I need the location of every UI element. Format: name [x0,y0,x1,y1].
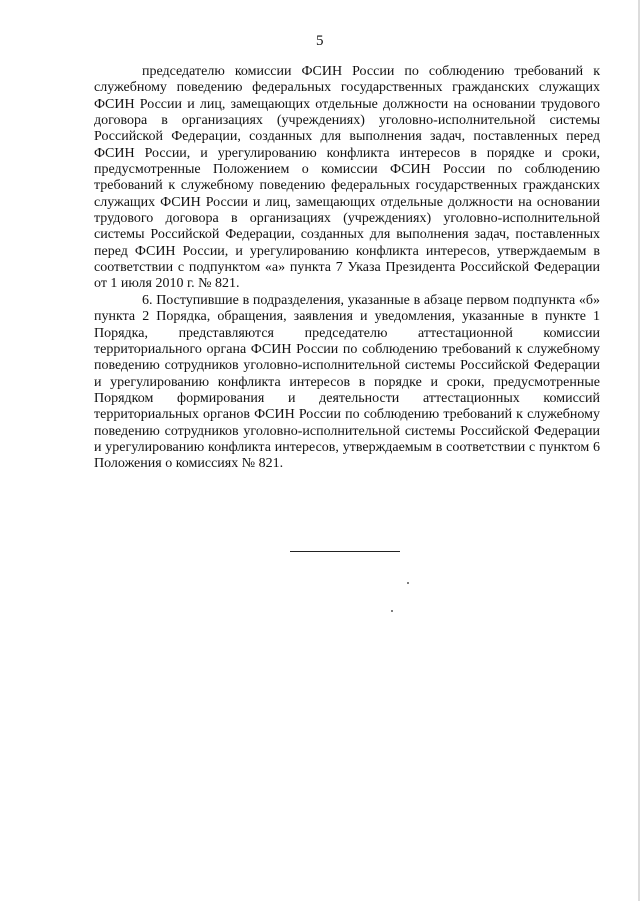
paragraph-item-6: 6. Поступившие в подразделения, указанные в абзаце первом подпункта «б» пункта 2 Порядка, обращения, заявления и уведомления, указанные в пункте 1 Порядка, представляются председателю аттестационной комиссии территориального органа ФСИН России по соблюдению требований к служебному поведению сотрудников уголовно-исполнительной системы Российской Федерации и урегулированию конфликта интересов в порядке и сроки, предусмотренные Порядком формирования и деятельности аттестационных комиссий территориальных органов ФСИН России по соблюдению требований к служебному поведению сотрудников уголовно-исполнительной системы Российской Федерации и урегулированию конфликта интересов, утверждаемым в соответствии с пунктом 6 Положения о комиссиях № 821. [94,292,600,472]
paragraph-continuation: председателю комиссии ФСИН России по соблюдению требований к служебному поведению федеральных государственных гражданских служащих ФСИН России и лиц, замещающих отдельные должности на основании трудового договора в организациях (учреждениях) уголовно-исполнительной системы Российской Федерации, созданных для выполнения задач, поставленных перед ФСИН России, и урегулированию конфликта интересов в порядке и сроки, предусмотренные Положением о комиссии ФСИН России по соблюдению требований к служебному поведению федеральных государственных гражданских служащих ФСИН России и лиц, замещающих отдельные должности на основании трудового договора в организациях (учреждениях) уголовно-исполнительной системы Российской Федерации, созданных для выполнения задач, поставленных перед ФСИН России, и урегулированию конфликта интересов, утверждаемым в соответствии с подпунктом «а» пункта 7 Указа Президента Российской Федерации от 1 июля 2010 г. № 821. [94,64,600,292]
end-of-document-rule [290,551,400,552]
scan-speck [391,610,393,612]
page-number: 5 [316,33,324,49]
document-body [94,64,600,473]
scan-speck [407,582,409,584]
